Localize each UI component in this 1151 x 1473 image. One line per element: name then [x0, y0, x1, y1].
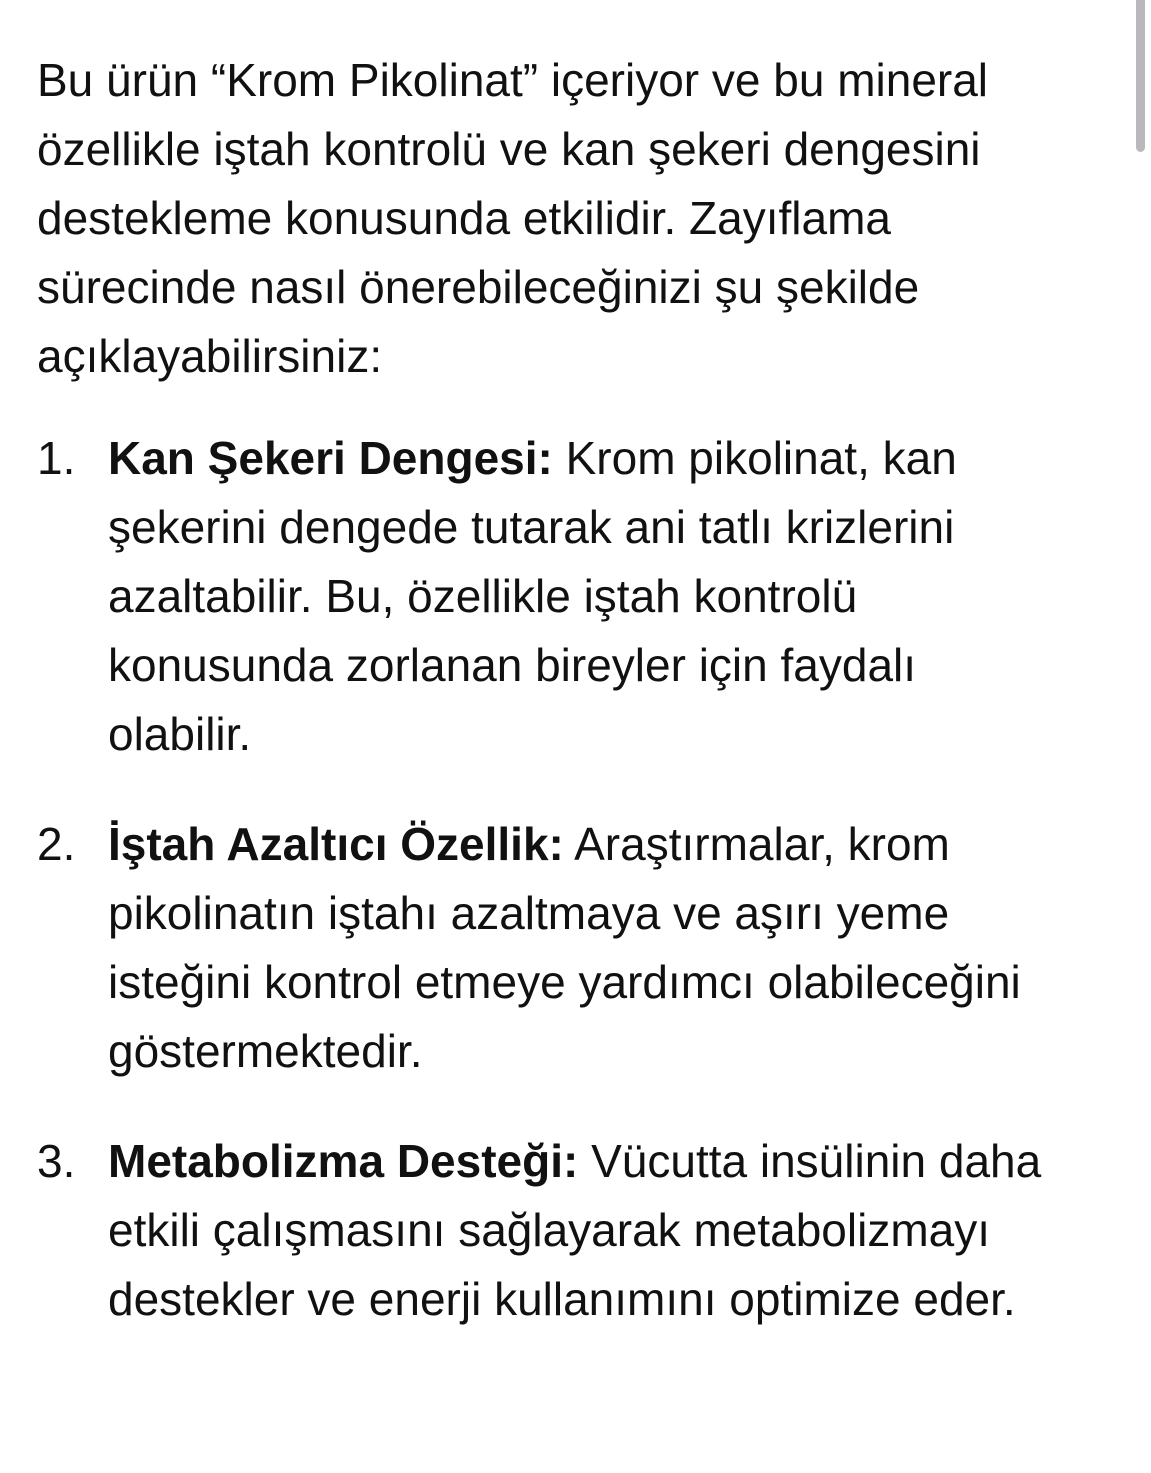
scrollbar[interactable]: [1136, 0, 1145, 1473]
scrollbar-thumb[interactable]: [1136, 0, 1145, 152]
list-item-title: Metabolizma Desteği:: [108, 1135, 579, 1187]
message-content: [37, 46, 1097, 1375]
list-item-number: 3.: [37, 1135, 76, 1187]
list-item: [37, 424, 1097, 769]
list-item-title: Kan Şekeri Dengesi:: [108, 432, 553, 484]
list-item-text: [108, 1127, 1068, 1334]
numbered-list: [37, 424, 1097, 1334]
list-item-number: 1.: [37, 432, 76, 484]
list-item-text: [108, 424, 1068, 769]
list-item-title: İştah Azaltıcı Özellik:: [108, 818, 564, 870]
intro-paragraph: Bu ürün “Krom Pikolinat” içeriyor ve bu mineral özellikle iştah kontrolü ve kan şekeri dengesini destekleme konusunda etkilidir. Zayıflama sürecinde nasıl önerebileceğinizi şu şekilde açıklayabilirsiniz:: [37, 54, 989, 382]
list-item: [37, 810, 1097, 1086]
list-item-body: Krom pikolinat, kan şekerini dengede tutarak ani tatlı krizlerini azaltabilir. Bu, özellikle iştah kontrolü konusunda zorlanan bireyler için faydalı olabilir.: [108, 432, 957, 760]
list-item-body: Vücutta insülinin daha etkili çalışmasını sağlayarak metabolizmayı destekler ve enerji kullanımını optimize eder.: [108, 1135, 1042, 1325]
list-item-text: [108, 810, 1068, 1086]
list-item-body: Araştırmalar, krom pikolinatın iştahı azaltmaya ve aşırı yeme isteğini kontrol etmeye yardımcı olabileceğini göstermektedir.: [108, 818, 1021, 1077]
list-item: [37, 1127, 1097, 1334]
list-item-number: 2.: [37, 818, 76, 870]
